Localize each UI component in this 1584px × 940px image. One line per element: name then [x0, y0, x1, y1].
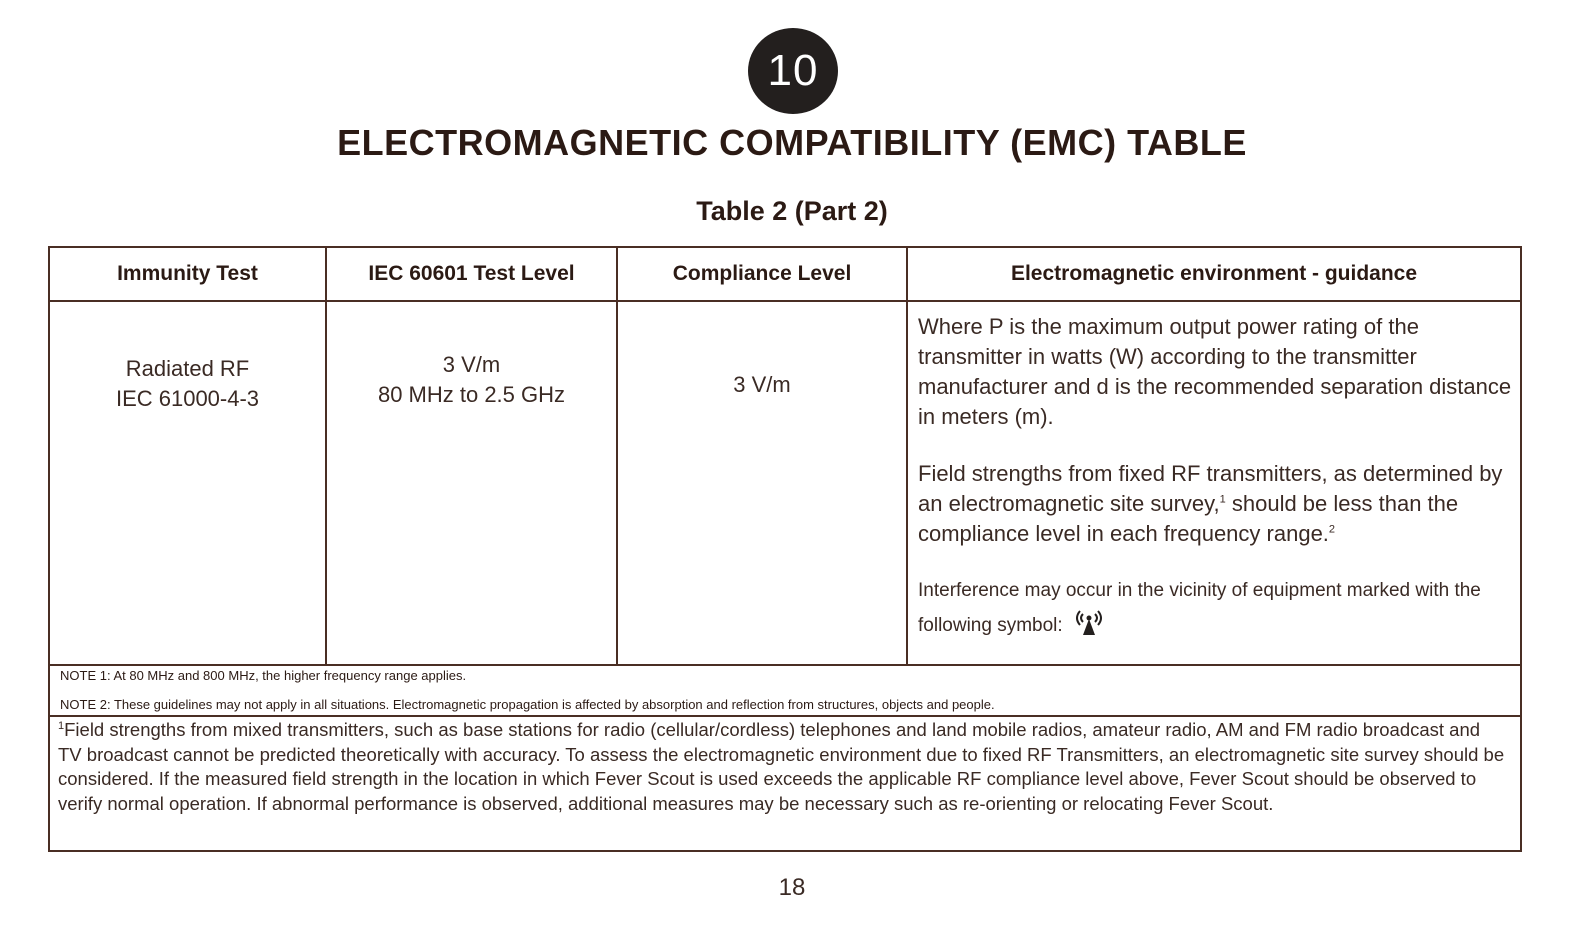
guidance-p2-text: Field strengths from fixed RF transmitters, as determined by an electromagnetic site survey, [918, 461, 1503, 516]
header-guidance: Electromagnetic environment - guidance [1010, 262, 1418, 285]
immunity-test-standard: IEC 61000-4-3 [115, 386, 260, 411]
test-level-range: 80 MHz to 2.5 GHz [377, 382, 566, 407]
column-divider [906, 248, 908, 666]
page-title: ELECTROMAGNETIC COMPATIBILITY (EMC) TABLE [337, 122, 1247, 163]
footnote-text: Field strengths from mixed transmitters, such as base stations for radio (cellular/cordless) telephones and land mobile radios, amateur radio, AM and FM radio broadcast and TV broadcast cannot be predicted theoretically with accuracy. To assess the electromagnetic environment due to fixed RF Transmitters, an electromagnetic site survey should be considered. If the measured field strength in the location in which Fever Scout is used exceeds the applicable RF compliance level above, Fever Scout should be observed to verify normal operation. If abnormal performance is observed, additional measures may be necessary such as re-orienting or relocating Fever Scout. [58, 719, 1505, 814]
header-immunity-test: Immunity Test [117, 262, 258, 285]
guidance-p2b-text: should be less than the compliance level in each frequency range. [918, 491, 1459, 546]
note-1: NOTE 1: At 80 MHz and 800 MHz, the higher frequency range applies. [60, 668, 467, 683]
header-test-level: IEC 60601 Test Level [368, 262, 575, 285]
immunity-test-name: Radiated RF [125, 356, 250, 381]
footnote-divider [50, 715, 1520, 717]
guidance-p3-text: Interference may occur in the vicinity of equipment marked with the following symbol: [918, 580, 1481, 637]
emc-table [48, 246, 1522, 852]
compliance-level-cell [618, 370, 906, 400]
page-number: 18 [778, 874, 806, 901]
column-divider [325, 248, 327, 666]
header-compliance-level: Compliance Level [672, 262, 852, 285]
guidance-paragraph-3 [918, 576, 1518, 646]
footnote-ref-2: 2 [1328, 523, 1336, 536]
footnote-marker: 1 [58, 719, 65, 732]
note-2: NOTE 2: These guidelines may not apply in all situations. Electromagnetic propagation is affected by absorption and reflection from structures, objects and people. [60, 697, 995, 712]
guidance-paragraph-1: Where P is the maximum output power rating of the transmitter in watts (W) according to the transmitter manufacturer and d is the recommended separation distance in meters (m). [918, 314, 1512, 429]
test-level-value: 3 V/m [442, 352, 501, 377]
guidance-paragraph-2 [918, 459, 1518, 549]
header-divider [50, 300, 1520, 302]
footnote-ref-1: 1 [1219, 493, 1226, 506]
non-ionizing-radiation-icon [1072, 606, 1106, 646]
section-number-badge: 10 [748, 28, 838, 114]
guidance-cell [918, 312, 1518, 646]
footnote [58, 718, 1508, 816]
notes-divider [50, 664, 1520, 666]
table-caption: Table 2 (Part 2) [696, 196, 888, 226]
immunity-test-cell [50, 354, 325, 414]
compliance-level-value: 3 V/m [733, 372, 791, 397]
column-divider [616, 248, 618, 666]
test-level-cell [327, 350, 616, 410]
